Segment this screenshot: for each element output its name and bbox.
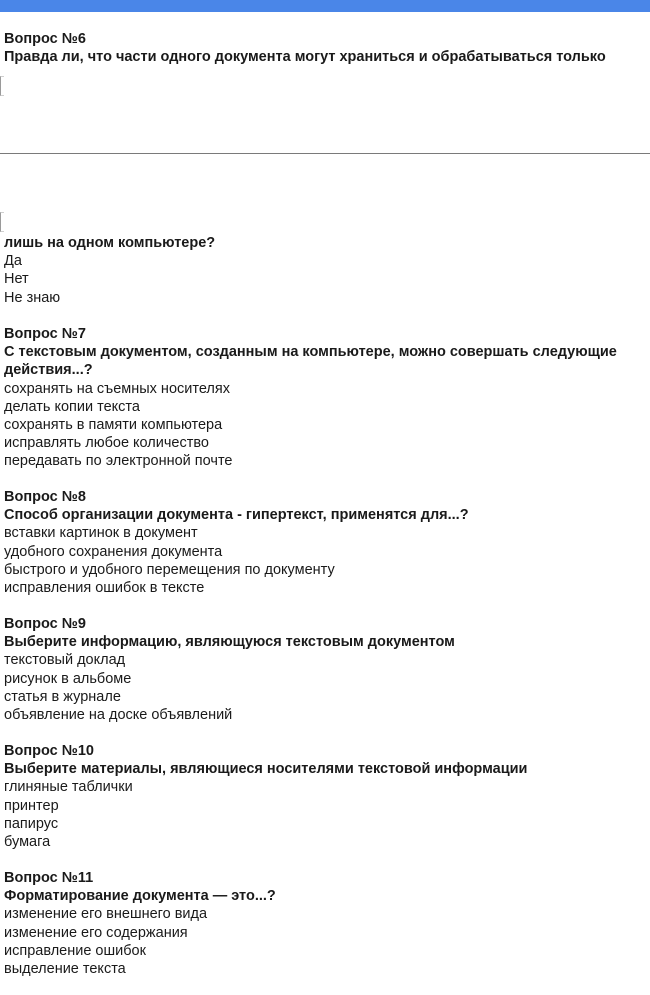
answer-option: глиняные таблички (4, 779, 133, 796)
answer-option: папирус (4, 815, 59, 832)
answer-option: статья в журнале (4, 688, 121, 705)
question-11-text: Форматирование документа — это...? (4, 888, 276, 905)
question-11-title: Вопрос №11 (4, 870, 94, 886)
question-6-text-part2: лишь на одном компьютере? (4, 235, 216, 251)
question-6-continuation (4, 234, 644, 307)
question-10-block (4, 742, 644, 851)
answer-option: делать копии текста (4, 398, 140, 415)
question-11-block (4, 869, 644, 978)
top-toolbar-bar (0, 0, 650, 12)
answer-option: Не знаю (4, 289, 61, 306)
answer-option: сохранять на съемных носителях (4, 380, 230, 397)
answer-option: Да (4, 253, 22, 270)
question-8-block (4, 488, 644, 597)
answer-option: принтер (4, 797, 59, 814)
answer-option: изменение его содержания (4, 924, 188, 941)
answer-option: исправление ошибок (4, 942, 146, 959)
answer-option: удобного сохранения документа (4, 543, 223, 560)
question-9-title: Вопрос №9 (4, 616, 86, 632)
question-8-text: Способ организации документа - гипертекст, применятся для...? (4, 507, 469, 524)
text-cursor-marker (0, 212, 4, 232)
answer-option: текстовый доклад (4, 652, 126, 669)
answer-option: рисунок в альбоме (4, 670, 132, 687)
question-6-block (4, 30, 644, 66)
answer-option: объявление на доске объявлений (4, 707, 233, 724)
answer-option: исправления ошибок в тексте (4, 580, 205, 597)
answer-option: передавать по электронной почте (4, 453, 233, 470)
answer-option: изменение его внешнего вида (4, 906, 208, 923)
answer-option: исправлять любое количество (4, 435, 209, 452)
question-6-title: Вопрос №6 (4, 31, 86, 47)
question-10-text: Выберите материалы, являющиеся носителями текстовой информации (4, 761, 528, 778)
question-9-block (4, 615, 644, 724)
answer-option: Нет (4, 271, 29, 288)
answer-option: выделение текста (4, 961, 126, 978)
question-9-text: Выберите информацию, являющуюся текстовым документом (4, 634, 455, 651)
question-7-block (4, 325, 644, 471)
answer-option: бумага (4, 834, 51, 851)
answer-option: сохранять в памяти компьютера (4, 417, 223, 434)
page-break-divider (0, 153, 650, 154)
text-cursor-marker (0, 76, 4, 96)
question-7-title: Вопрос №7 (4, 326, 86, 342)
question-10-title: Вопрос №10 (4, 743, 94, 759)
answer-option: вставки картинок в документ (4, 525, 198, 542)
question-7-text-line2: действия...? (4, 362, 93, 379)
question-6-text-part1: Правда ли, что части одного документа могут храниться и обрабатываться только (4, 49, 606, 66)
question-8-title: Вопрос №8 (4, 489, 86, 505)
answer-option: быстрого и удобного перемещения по документу (4, 561, 335, 578)
question-7-text-line1: С текстовым документом, созданным на компьютере, можно совершать следующие (4, 344, 617, 361)
